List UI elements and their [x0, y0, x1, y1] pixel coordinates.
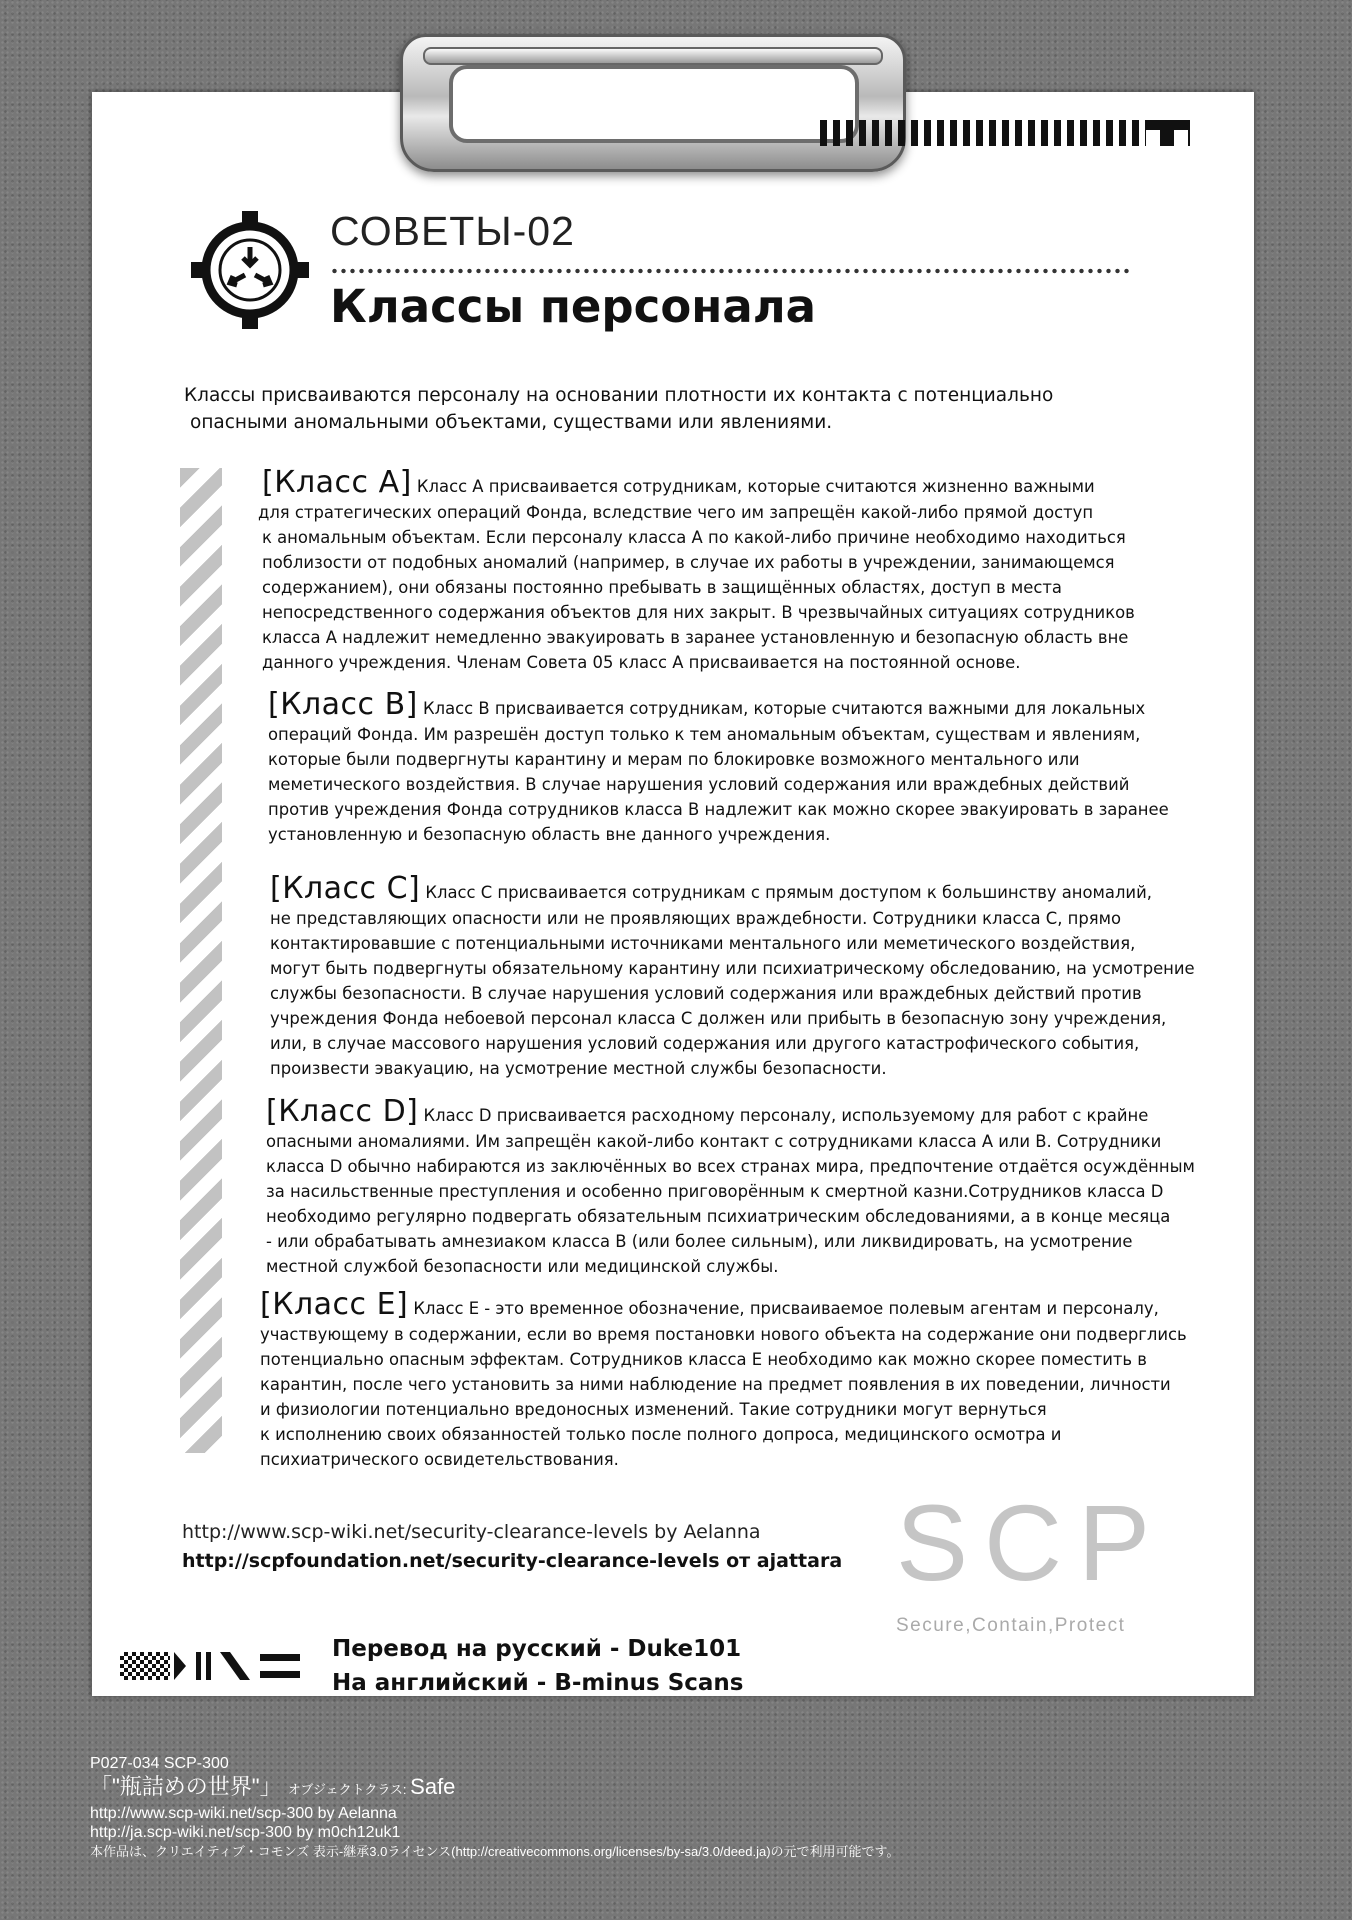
footer-object-class: Safe — [410, 1774, 456, 1799]
class-text-line: поблизости от подобных аномалий (например, в случае их работы в учреждении, занимающемся — [262, 553, 1115, 572]
class-text-line: учреждения Фонда небоевой персонал класса С должен или прибыть в безопасную зону учреждения, — [270, 1009, 1167, 1028]
scp-logo-icon — [185, 205, 315, 335]
scp-watermark: SCP — [896, 1482, 1167, 1603]
barcode-end-decoration — [1146, 120, 1188, 146]
barcode-decoration — [820, 120, 1190, 146]
section-subtitle: СОВЕТЫ-02 — [330, 208, 575, 254]
clipboard-clip-icon — [400, 34, 906, 172]
class-e-label: [Класс E] — [260, 1287, 409, 1322]
class-text-line: местной службой безопасности или медицинской службы. — [266, 1257, 779, 1276]
class-text-line: операций Фонда. Им разрешён доступ только к тем аномальным объектам, существам и явлениям, — [268, 725, 1141, 744]
class-text-line: не представляющих опасности или не проявляющих враждебности. Сотрудники класса С, прямо — [270, 909, 1122, 928]
class-a-label: [Класс A] — [262, 465, 412, 500]
intro-line: опасными аномальными объектами, существами или явлениями. — [190, 412, 833, 433]
footer-license: 本作品は、クリエイティブ・コモンズ 表示-継承3.0ライセンス(http://creativecommons.org/licenses/by-sa/3.0/deed.ja)の元で利用可能です。 — [90, 1844, 900, 1859]
class-d-block — [266, 1095, 1206, 1279]
class-text-line: за насильственные преступления и особенно приговорённым к смертной казни.Сотрудников класса D — [266, 1182, 1164, 1201]
class-b-block — [268, 688, 1208, 847]
class-text-line: к исполнению своих обязанностей только после полного допроса, медицинского осмотра и — [260, 1425, 1062, 1444]
class-text-line: к аномальным объектам. Если персоналу класса А по какой-либо причине необходимо находиться — [262, 528, 1126, 547]
class-text-line: карантин, после чего установить за ними наблюдение на предмет появления в их поведении, личности — [260, 1375, 1171, 1394]
footer-code: P027-034 SCP-300 — [90, 1755, 229, 1772]
intro-line: Классы присваиваются персоналу на основании плотности их контакта с потенциально — [184, 385, 1054, 406]
class-e-block — [260, 1288, 1200, 1472]
source-link-ru[interactable]: http://scpfoundation.net/security-clearance-levels от ajattara — [182, 1550, 843, 1572]
source-link-en[interactable]: http://www.scp-wiki.net/security-clearance-levels by Aelanna — [182, 1521, 761, 1543]
stripe-pattern-decoration — [174, 1652, 304, 1680]
credit-ru: Перевод на русский - Duke101 — [332, 1636, 742, 1662]
class-text-line: данного учреждения. Членам Совета 05 класс А присваивается на постоянной основе. — [262, 653, 1021, 672]
class-text-line: содержанием), они обязаны постоянно пребывать в защищённых областях, доступ в места — [262, 578, 1062, 597]
page-title: Классы персонала — [330, 280, 817, 333]
intro-paragraph — [184, 382, 1144, 436]
translation-credits — [332, 1632, 743, 1700]
class-d-label: [Класс D] — [266, 1094, 419, 1129]
class-text-line: необходимо регулярно подвергать обязательным психиатрическим обследованиями, а в конце месяца — [266, 1207, 1171, 1226]
checker-pattern-decoration — [120, 1652, 170, 1680]
class-text-line: контактировавшие с потенциальными источниками ментального или меметического воздействия, — [270, 934, 1136, 953]
source-links — [182, 1518, 842, 1576]
class-text-line: против учреждения Фонда сотрудников класса В надлежит как можно скорее эвакуировать в заранее — [268, 800, 1169, 819]
class-text-line: Класс E - это временное обозначение, присваиваемое полевым агентам и персоналу, — [413, 1299, 1159, 1318]
footer-link-2[interactable]: http://ja.scp-wiki.net/scp-300 by m0ch12uk1 — [90, 1824, 401, 1841]
credit-en: На английский - B-minus Scans — [332, 1670, 744, 1696]
class-text-line: Класс В присваивается сотрудникам, которые считаются важными для локальных — [422, 699, 1146, 718]
class-text-line: установленную и безопасную область вне данного учреждения. — [268, 825, 831, 844]
class-text-line: Класс А присваивается сотрудникам, которые считаются жизненно важными — [416, 477, 1095, 496]
class-text-line: Класс С присваивается сотрудникам с прямым доступом к большинству аномалий, — [425, 883, 1152, 902]
hazard-stripe-bar — [180, 468, 222, 1453]
class-c-block — [270, 872, 1210, 1081]
class-text-line: непосредственного содержания объектов для них закрыт. В чрезвычайных ситуациях сотрудников — [262, 603, 1135, 622]
class-text-line: класса А надлежит немедленно эвакуировать в заранее установленную и безопасную область вне — [262, 628, 1129, 647]
class-text-line: участвующему в содержании, если во время постановки нового объекта на содержание они подверглись — [260, 1325, 1187, 1344]
class-text-line: могут быть подвергнуты обязательному карантину или психиатрическому обследованию, на усмотрение — [270, 959, 1195, 978]
class-text-line: произвести эвакуацию, на усмотрение местной службы безопасности. — [270, 1059, 887, 1078]
dotted-divider — [330, 268, 1130, 274]
footer-object-class-label: オブジェクトクラス: — [287, 1782, 411, 1797]
scp-tagline: Secure,Contain,Protect — [896, 1615, 1126, 1636]
class-text-line: - или обрабатывать амнезиаком класса В (или более сильным), или ликвидировать, на усмотрение — [266, 1232, 1133, 1251]
class-text-line: психиатрического освидетельствования. — [260, 1450, 619, 1469]
class-text-line: и физиологии потенциально вредоносных изменений. Такие сотрудники могут вернуться — [260, 1400, 1047, 1419]
footer-jp-title: 「"瓶詰めの世界"」 — [90, 1774, 282, 1799]
class-text-line: опасными аномалиями. Им запрещён какой-либо контакт с сотрудниками класса А или В. Сотрудники — [266, 1132, 1162, 1151]
class-text-line: или, в случае массового нарушения условий содержания или другого катастрофического события, — [270, 1034, 1140, 1053]
class-text-line: которые были подвергнуты карантину и мерам по блокировке возможного ментального или — [268, 750, 1080, 769]
footer-link-1[interactable]: http://www.scp-wiki.net/scp-300 by Aelanna — [90, 1805, 397, 1822]
class-text-line: службы безопасности. В случае нарушения условий содержания или враждебных действий против — [270, 984, 1142, 1003]
page-footer — [90, 1754, 899, 1861]
class-text-line: класса D обычно набираются из заключённых во всех странах мира, предпочтение отдаётся осуждённым — [266, 1157, 1195, 1176]
class-a-block — [258, 465, 1202, 675]
class-text-line: Класс D присваивается расходному персоналу, используемому для работ с крайне — [423, 1106, 1149, 1125]
class-b-label: [Класс B] — [268, 687, 418, 722]
class-text-line: для стратегических операций Фонда, вследствие чего им запрещён какой-либо прямой доступ — [258, 503, 1094, 522]
footer-title-row — [90, 1773, 899, 1804]
class-text-line: меметического воздействия. В случае нарушения условий содержания или враждебных действий — [268, 775, 1130, 794]
class-c-label: [Класс C] — [270, 871, 421, 906]
class-text-line: потенциально опасным эффектам. Сотрудников класса Е необходимо как можно скорее поместить в — [260, 1350, 1147, 1369]
